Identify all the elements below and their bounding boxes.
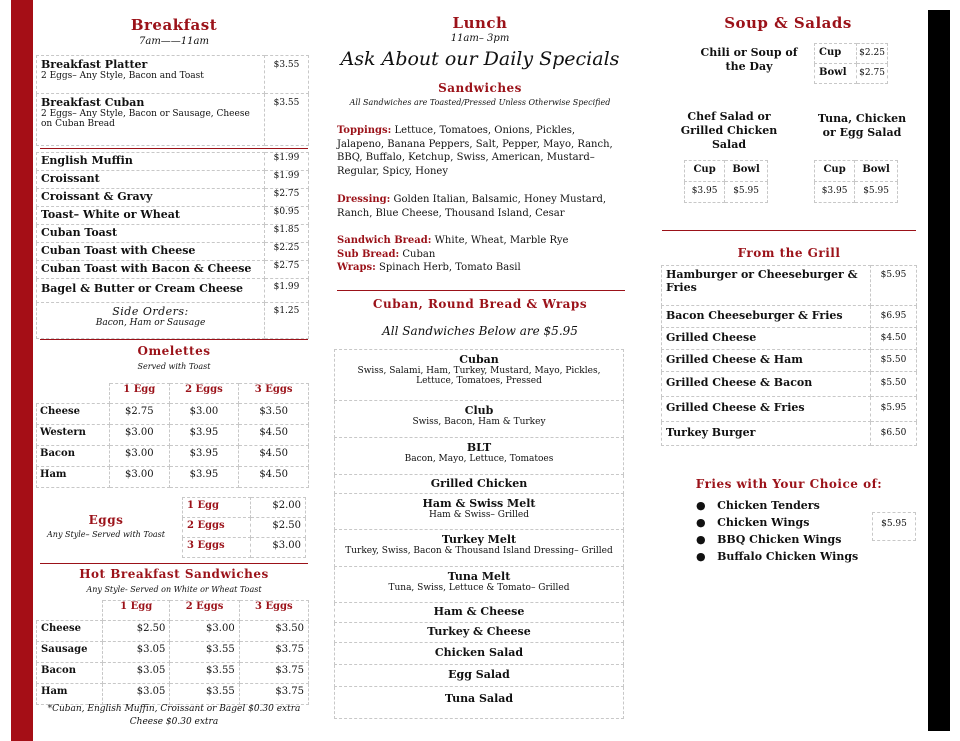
eggs-table	[182, 497, 306, 558]
list-item	[335, 567, 624, 603]
item-price: $6.95	[871, 306, 917, 328]
list-item	[335, 687, 624, 719]
price: $3.55	[170, 663, 239, 684]
price: $3.05	[103, 642, 170, 663]
side-orders-desc: Bacon, Ham or Sausage	[95, 318, 206, 328]
item-name: Cuban	[459, 353, 499, 366]
item-desc: 2 Eggs– Any Style, Bacon and Toast	[41, 71, 204, 81]
item-name: Grilled Cheese	[662, 328, 871, 350]
omelettes-title: Omelettes	[137, 344, 211, 358]
item-price: $1.99	[265, 171, 309, 189]
item-price: $2.25	[265, 243, 309, 261]
item-name: Turkey Burger	[662, 422, 871, 446]
list-item: ● Buffalo Chicken Wings	[696, 550, 859, 563]
red-border-bar	[11, 0, 33, 741]
price: $3.50	[239, 621, 308, 642]
list-item	[335, 530, 624, 567]
price: $3.95	[169, 425, 239, 446]
row-name: 3 Eggs	[183, 538, 251, 558]
item-desc: Swiss, Bacon, Ham & Turkey	[412, 417, 546, 427]
bullet-icon: ●	[696, 533, 706, 546]
bowl-label: Bowl	[725, 161, 768, 182]
item-name: Breakfast Platter	[41, 58, 148, 71]
price: $3.55	[170, 642, 239, 663]
bowl-label: Bowl	[815, 64, 857, 84]
list-item	[335, 401, 624, 438]
lunch-hours: 11am– 3pm	[450, 33, 510, 44]
row-name: Ham	[37, 467, 110, 488]
fries-title: Fries with Your Choice of:	[695, 477, 883, 491]
item-name: Grilled Cheese & Bacon	[662, 372, 871, 397]
price: $3.95	[685, 182, 725, 203]
item-name: Ham & Cheese	[433, 605, 525, 618]
cuban-wraps-title: Cuban, Round Bread & Wraps	[372, 297, 588, 311]
omelettes-sub: Served with Toast	[137, 362, 211, 371]
price: $3.00	[110, 446, 170, 467]
bullet-icon: ●	[696, 499, 706, 512]
chili-soup-label: Chili or Soup of the Day	[700, 46, 798, 73]
chef-salad-label: Chef Salad or Grilled Chicken Salad	[680, 110, 778, 151]
divider	[662, 230, 916, 231]
sandwiches-title: Sandwiches	[438, 81, 522, 95]
item-price: $4.50	[871, 328, 917, 350]
hot-sandwiches-sub: Any Style- Served on White or Wheat Toast	[86, 585, 262, 594]
bowl-label: Bowl	[855, 161, 898, 182]
item-desc: 2 Eggs– Any Style, Bacon or Sausage, Cheese on Cuban Bread	[41, 109, 250, 129]
hot-sandwiches-title: Hot Breakfast Sandwiches	[79, 567, 269, 581]
item-price: $5.95	[871, 397, 917, 422]
row-name: 1 Egg	[183, 498, 251, 518]
price: $3.95	[815, 182, 855, 203]
item-price: $0.95	[265, 207, 309, 225]
item-name: Hamburger or Cheeseburger & Fries	[662, 266, 871, 306]
chef-salad-prices	[684, 160, 768, 203]
item-price: $2.75	[265, 261, 309, 279]
hot-note-extra: *Cuban, English Muffin, Croissant or Bagel $0.30 extra	[47, 704, 301, 714]
from-the-grill-title: From the Grill	[737, 246, 841, 260]
price: $3.05	[103, 663, 170, 684]
item-name: Turkey Melt	[441, 533, 517, 546]
row-name: Cheese	[37, 621, 103, 642]
bread-text: White, Wheat, Marble Rye	[434, 235, 569, 246]
col-header: 2 Eggs	[169, 384, 239, 404]
toppings-text: Lettuce, Tomatoes, Onions, Pickles, Jalapeno, Banana Peppers, Salt, Pepper, Mayo, Ranch, BBQ, Buffalo, Ketchup, Swiss, American, Mustard– Regular, Spicy, Honey	[337, 125, 613, 177]
col-header: 3 Eggs	[239, 601, 308, 621]
item-name: Breakfast Cuban	[41, 96, 145, 109]
row-name: Bacon	[37, 446, 110, 467]
item-price: $5.95	[871, 266, 917, 306]
breakfast-items-table	[36, 152, 309, 339]
item-price: $3.55	[265, 94, 309, 146]
sandwich-list	[334, 349, 624, 719]
list-item: ● Chicken Wings	[696, 516, 810, 529]
eggs-title: Eggs	[88, 513, 124, 527]
breakfast-title: Breakfast	[130, 16, 218, 34]
item-name: Bacon Cheeseburger & Fries	[662, 306, 871, 328]
list-item	[335, 350, 624, 401]
item-price: $6.50	[871, 422, 917, 446]
item-name: Turkey & Cheese	[427, 625, 531, 638]
dressing-block	[337, 193, 617, 220]
item-desc: Tuna, Swiss, Lettuce & Tomato– Grilled	[388, 583, 570, 593]
item-price: $1.25	[265, 303, 309, 339]
wraps-text: Spinach Herb, Tomato Basil	[379, 262, 521, 273]
price: $4.50	[239, 467, 309, 488]
list-item	[335, 643, 624, 665]
price: $3.00	[169, 404, 239, 425]
sandwiches-sub: All Sandwiches are Toasted/Pressed Unless Otherwise Specified	[349, 98, 611, 107]
item-price: $3.55	[265, 56, 309, 94]
item-name: Club	[464, 404, 494, 417]
dressing-label: Dressing:	[337, 194, 391, 205]
cup-label: Cup	[685, 161, 725, 182]
lunch-title: Lunch	[452, 14, 508, 32]
item-name: Bagel & Butter or Cream Cheese	[37, 279, 265, 303]
col-header: 3 Eggs	[239, 384, 309, 404]
black-border-bar	[928, 10, 950, 731]
item-price: $5.50	[871, 350, 917, 372]
item-price: $1.85	[265, 225, 309, 243]
price: $3.00	[251, 538, 306, 558]
list-item	[335, 438, 624, 475]
price: $4.50	[239, 446, 309, 467]
item-name: Grilled Chicken	[430, 477, 528, 490]
item-desc: Swiss, Salami, Ham, Turkey, Mustard, Mayo, Pickles, Lettuce, Tomatoes, Pressed	[357, 366, 601, 386]
divider	[337, 290, 625, 291]
price: $3.95	[169, 446, 239, 467]
row-name: Ham	[37, 684, 103, 705]
price: $2.00	[251, 498, 306, 518]
list-item: ● BBQ Chicken Wings	[696, 533, 842, 546]
daily-specials-heading: Ask About our Daily Specials	[340, 48, 620, 70]
eggs-sub: Any Style– Served with Toast	[47, 530, 165, 539]
subbread-label: Sub Bread:	[337, 248, 400, 260]
item-desc: Ham & Swiss– Grilled	[428, 510, 530, 520]
item-name: Toast– White or Wheat	[37, 207, 265, 225]
price: $2.75	[110, 404, 170, 425]
item-name: Tuna Melt	[447, 570, 511, 583]
divider	[40, 563, 308, 564]
item-name: Tuna Salad	[444, 692, 514, 705]
cup-label: Cup	[815, 44, 857, 64]
price: $4.50	[239, 425, 309, 446]
item-name: Croissant	[37, 171, 265, 189]
divider	[40, 148, 308, 149]
row-name: Bacon	[37, 663, 103, 684]
price: $2.75	[857, 64, 888, 84]
item-name: Cuban Toast with Bacon & Cheese	[37, 261, 265, 279]
bullet-icon: ●	[696, 550, 706, 563]
price: $2.50	[251, 518, 306, 538]
fries-list	[696, 497, 866, 565]
item-name: Grilled Cheese & Ham	[662, 350, 871, 372]
list-item	[335, 603, 624, 623]
item-price: $1.99	[265, 279, 309, 303]
col-header: 1 Egg	[103, 601, 170, 621]
price: $3.00	[170, 621, 239, 642]
item-name: Ham & Swiss Melt	[422, 497, 536, 510]
item-name: English Muffin	[37, 153, 265, 171]
row-name: 2 Eggs	[183, 518, 251, 538]
item-price: $5.50	[871, 372, 917, 397]
row-name: Cheese	[37, 404, 110, 425]
col-header: 2 Eggs	[170, 601, 239, 621]
price: $3.95	[169, 467, 239, 488]
row-name: Western	[37, 425, 110, 446]
item-name: Cuban Toast	[37, 225, 265, 243]
side-orders-title: Side Orders:	[112, 305, 189, 318]
list-item	[335, 623, 624, 643]
tuna-salad-prices	[814, 160, 898, 203]
price: $2.50	[103, 621, 170, 642]
bread-block	[337, 234, 617, 275]
bread-label: Sandwich Bread:	[337, 235, 432, 246]
item-name: Egg Salad	[448, 668, 510, 681]
list-item	[335, 494, 624, 530]
soup-salads-title: Soup & Salads	[724, 14, 852, 32]
price: $3.75	[239, 684, 308, 705]
col-header: 1 Egg	[110, 384, 170, 404]
item-price: $1.99	[265, 153, 309, 171]
bullet-icon: ●	[696, 516, 706, 529]
item-name: BLT	[466, 441, 492, 454]
price: $5.95	[855, 182, 898, 203]
toppings-label: Toppings:	[337, 125, 392, 136]
hot-sandwiches-table	[36, 600, 309, 705]
price: $3.00	[110, 467, 170, 488]
omelettes-table	[36, 383, 309, 488]
price: $3.05	[103, 684, 170, 705]
chili-soup-prices	[814, 43, 888, 84]
cup-label: Cup	[815, 161, 855, 182]
price: $3.00	[110, 425, 170, 446]
all-sandwiches-price: All Sandwiches Below are $5.95	[382, 324, 578, 338]
list-item	[335, 665, 624, 687]
item-desc: Turkey, Swiss, Bacon & Thousand Island Dressing– Grilled	[345, 546, 613, 556]
wraps-label: Wraps:	[337, 262, 376, 273]
subbread-text: Cuban	[402, 248, 436, 260]
price: $3.50	[239, 404, 309, 425]
item-name: Cuban Toast with Cheese	[37, 243, 265, 261]
price: $2.25	[857, 44, 888, 64]
tuna-chicken-egg-salad-label: Tuna, Chicken or Egg Salad	[817, 112, 907, 139]
breakfast-hours: 7am——11am	[139, 36, 209, 47]
price: $3.75	[239, 642, 308, 663]
price: $3.75	[239, 663, 308, 684]
grill-table	[661, 265, 917, 446]
price: $5.95	[725, 182, 768, 203]
fries-price: $5.95	[872, 512, 916, 541]
row-name: Sausage	[37, 642, 103, 663]
dressing-text: Golden Italian, Balsamic, Honey Mustard, Ranch, Blue Cheese, Thousand Island, Cesar	[337, 194, 607, 219]
item-name: Croissant & Gravy	[37, 189, 265, 207]
price: $3.55	[170, 684, 239, 705]
hot-note-cheese: Cheese $0.30 extra	[129, 717, 219, 727]
breakfast-table	[36, 55, 309, 146]
item-price: $2.75	[265, 189, 309, 207]
list-item	[335, 475, 624, 494]
item-desc: Bacon, Mayo, Lettuce, Tomatoes	[404, 454, 554, 464]
item-name: Grilled Cheese & Fries	[662, 397, 871, 422]
toppings-block	[337, 124, 617, 178]
divider	[40, 339, 308, 340]
list-item: ● Chicken Tenders	[696, 499, 820, 512]
item-name: Chicken Salad	[434, 646, 524, 659]
